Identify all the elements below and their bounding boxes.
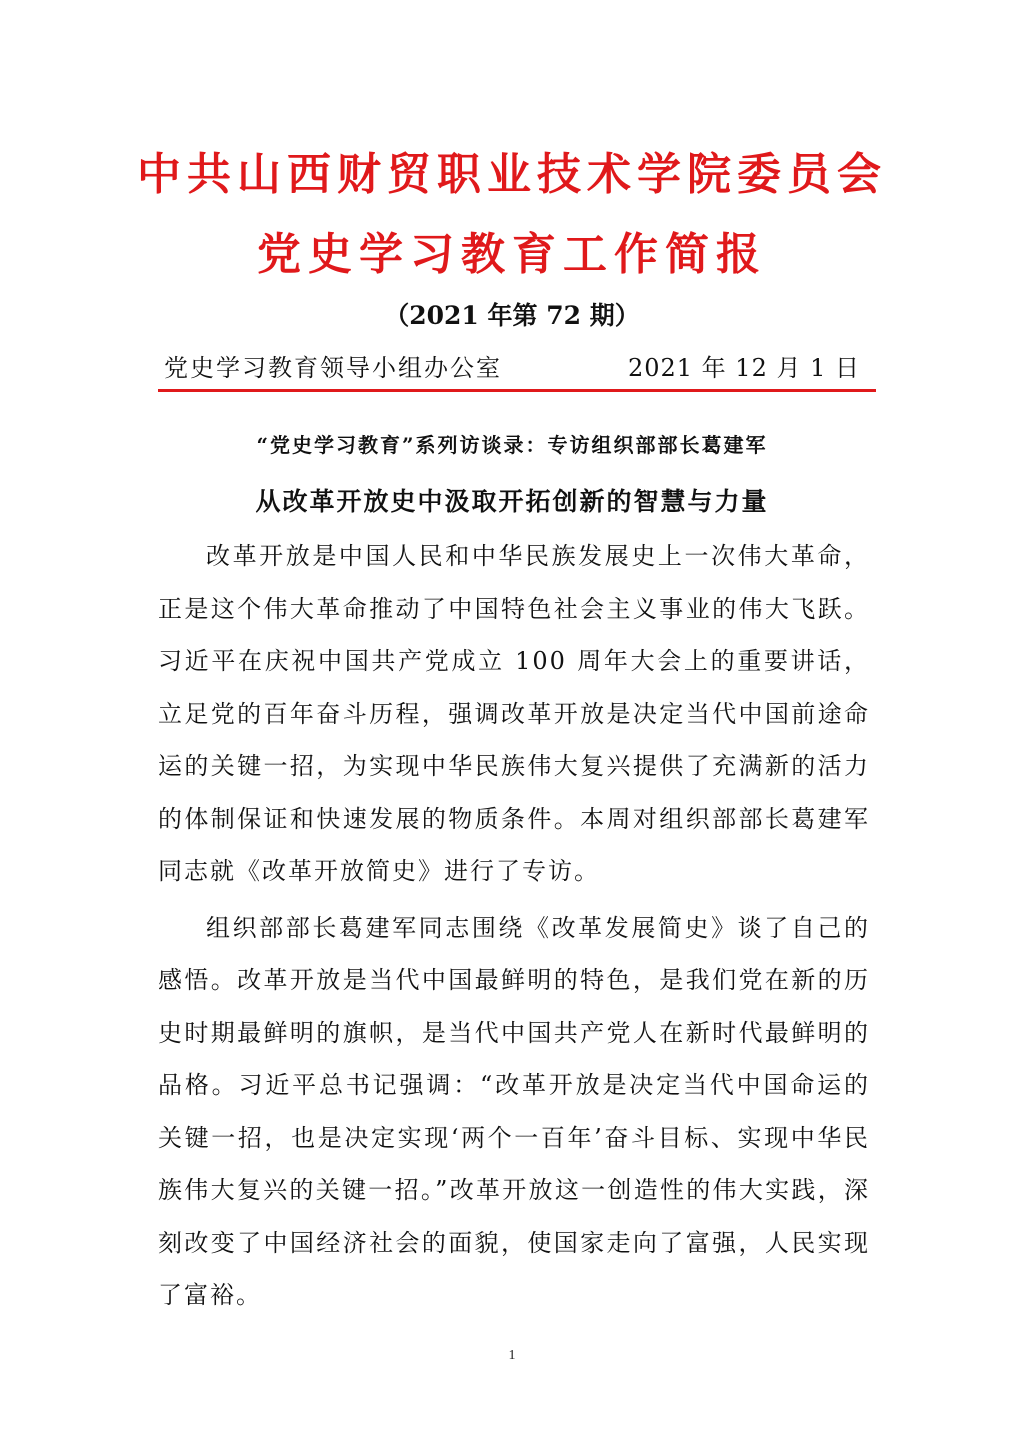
- paragraph: 改革开放是中国人民和中华民族发展史上一次伟大革命，正是这个伟大革命推动了中国特色社会主义事业的伟大飞跃。习近平在庆祝中国共产党成立 100 周年大会上的重要讲话，立足党的百年奋斗历程，强调改革开放是决定当代中国前途命运的关键一招，为实现中华民族伟大复兴提供了充满新的活力的体制保证和快速发展的物质条件。本周对组织部部长葛建军同志就《改革开放简史》进行了专访。: [158, 542, 870, 885]
- red-divider: [158, 389, 876, 392]
- paragraph: 组织部部长葛建军同志围绕《改革发展简史》谈了自己的感悟。改革开放是当代中国最鲜明的特色，是我们党在新的历史时期最鲜明的旗帜，是当代中国共产党人在新时代最鲜明的品格。习近平总书记强调：“改革开放是决定当代中国命运的关键一招，也是决定实现‘两个一百年’奋斗目标、实现中华民族伟大复兴的关键一招。”改革开放这一创造性的伟大实践，深刻改变了中国经济社会的面貌，使国家走向了富强，人民实现了富裕。: [158, 913, 870, 1309]
- article-title: 从改革开放史中汲取开拓创新的智慧与力量: [255, 487, 769, 516]
- masthead-bulletin-name: 党史学习教育工作简报: [257, 229, 767, 280]
- article-body: [158, 530, 870, 1326]
- series-title: “党史学习教育”系列访谈录：专访组织部部长葛建军: [256, 433, 768, 457]
- issuing-office: 党史学习教育领导小组办公室: [164, 354, 502, 382]
- issue-date: 2021 年 12 月 1 日: [627, 354, 860, 382]
- meta-row: [158, 348, 874, 388]
- issue-number: （2021 年第 72 期）: [384, 301, 640, 330]
- page-number: 1: [508, 1348, 516, 1363]
- masthead-org-name: 中共山西财贸职业技术学院委员会: [137, 149, 887, 200]
